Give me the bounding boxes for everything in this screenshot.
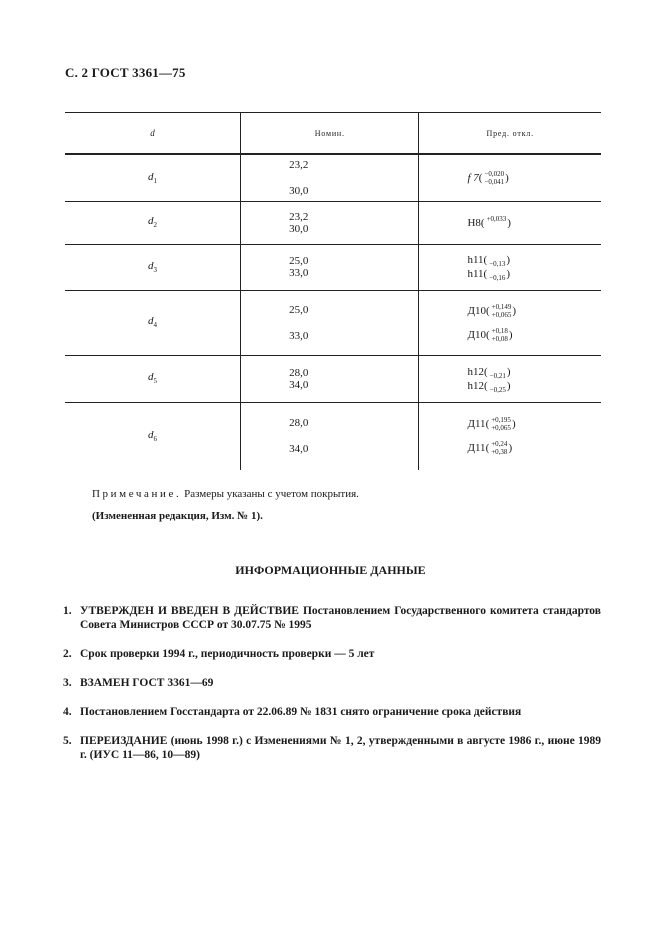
nominal-value: 33,0 xyxy=(289,267,309,279)
row-symbol xyxy=(65,355,241,402)
header-nominal: Номин. xyxy=(241,113,419,155)
item-text: Срок проверки 1994 г., периодичность проверки — 5 лет xyxy=(80,648,375,660)
row-tolerance xyxy=(419,201,601,244)
header-symbol: d xyxy=(65,113,241,155)
list-item xyxy=(63,647,601,661)
tolerance-upper xyxy=(489,266,505,274)
tolerance-entry: h11 ( −0,13 ) xyxy=(467,254,511,268)
row-tolerance xyxy=(419,355,601,402)
note-prefix: Примечание. xyxy=(92,488,182,500)
symbol-subscript: 2 xyxy=(153,221,158,230)
table-row xyxy=(65,402,601,470)
list-item xyxy=(63,604,601,632)
tolerance-class: H8 xyxy=(467,216,481,229)
table-header-row xyxy=(65,113,601,155)
tolerance-entry: h11 ( −0,16 ) xyxy=(467,268,511,282)
table-row xyxy=(65,201,601,244)
symbol-subscript: 1 xyxy=(153,176,158,185)
nominal-value: 23,2 xyxy=(289,158,309,171)
symbol-subscript: 6 xyxy=(153,435,158,444)
tolerance-class: h12 xyxy=(467,379,484,392)
row-nominal xyxy=(241,154,419,201)
row-tolerance xyxy=(419,244,601,290)
nominal-value: 25,0 xyxy=(289,255,309,267)
row-tolerance xyxy=(419,402,601,470)
table-row xyxy=(65,244,601,290)
list-item xyxy=(63,705,601,719)
item-number: 2. xyxy=(63,648,72,660)
tolerance-entry: h12 ( −0,25 ) xyxy=(467,379,511,394)
row-nominal xyxy=(241,355,419,402)
table-body xyxy=(65,154,601,470)
table-row xyxy=(65,154,601,201)
symbol-subscript: 3 xyxy=(153,266,158,275)
nominal-value: 34,0 xyxy=(289,443,309,456)
tolerance-lower: −0,13 xyxy=(489,260,506,268)
tolerance-lower: −0,16 xyxy=(489,274,506,282)
item-number: 1. xyxy=(63,605,72,617)
nominal-value: 23,2 xyxy=(289,210,309,223)
row-symbol xyxy=(65,402,241,470)
tolerance-lower: −0,21 xyxy=(489,371,506,380)
symbol-letter: d xyxy=(148,429,154,442)
tolerance-lower xyxy=(487,223,507,231)
nominal-value: 34,0 xyxy=(289,378,309,391)
tolerance-upper: +0,149 xyxy=(491,302,512,311)
tolerance-upper xyxy=(489,252,505,260)
tolerance-upper: +0,033 xyxy=(486,214,507,223)
row-symbol xyxy=(65,154,241,201)
row-symbol xyxy=(65,201,241,244)
tolerance-upper: +0,195 xyxy=(491,416,511,425)
item-text: ВЗАМЕН ГОСТ 3361—69 xyxy=(80,677,214,689)
tolerance-entry: h12 ( −0,21 ) xyxy=(467,365,511,380)
tolerance-class: Д10 xyxy=(467,328,486,341)
row-symbol xyxy=(65,290,241,355)
list-item xyxy=(63,734,601,762)
nominal-value: 28,0 xyxy=(289,366,309,379)
symbol-letter: d xyxy=(148,259,154,272)
symbol-letter: d xyxy=(148,170,154,183)
symbol-letter: d xyxy=(148,315,154,328)
dimensions-table xyxy=(65,112,601,470)
row-symbol xyxy=(65,244,241,290)
page-header: С. 2 ГОСТ 3361—75 xyxy=(65,65,186,80)
tolerance-class: f 7 xyxy=(467,171,479,184)
table-row xyxy=(65,355,601,402)
tolerance-class: Д11 xyxy=(467,442,486,455)
row-nominal xyxy=(241,201,419,244)
item-number: 3. xyxy=(63,677,72,689)
tolerance-upper: +0,18 xyxy=(491,326,508,335)
nominal-value: 30,0 xyxy=(289,222,309,235)
tolerance-lower: −0,041 xyxy=(484,177,505,186)
row-tolerance xyxy=(419,290,601,355)
row-nominal xyxy=(241,244,419,290)
tolerance-upper: +0,24 xyxy=(491,440,508,449)
tolerance-entry: Д10 ( +0,149 +0,065 ) xyxy=(467,302,517,319)
nominal-value: 30,0 xyxy=(289,184,309,197)
item-number: 5. xyxy=(63,735,72,747)
symbol-letter: d xyxy=(148,215,154,228)
tolerance-class: Д10 xyxy=(467,304,486,317)
row-nominal xyxy=(241,402,419,470)
tolerance-upper xyxy=(490,364,506,372)
tolerance-entry: Д11 ( +0,195 +0,065 ) xyxy=(467,416,516,433)
tolerance-entry: Д10 ( +0,18 +0,08 ) xyxy=(467,326,513,343)
tolerance-class: h12 xyxy=(467,365,484,378)
note-text: Размеры указаны с учетом покрытия. xyxy=(184,488,359,500)
tolerance-upper xyxy=(490,378,506,386)
nominal-value: 25,0 xyxy=(289,303,309,316)
tolerance-entry: H8 ( +0,033 ) xyxy=(467,214,511,229)
table-row xyxy=(65,290,601,355)
tolerance-entry: Д11 ( +0,24 +0,38 ) xyxy=(467,440,513,457)
edit-note: (Измененная редакция, Изм. № 1). xyxy=(92,510,263,522)
table-note xyxy=(92,488,359,500)
tolerance-entry: f 7 ( −0,020 −0,041 ) xyxy=(467,169,509,186)
symbol-letter: d xyxy=(148,371,154,384)
tolerance-lower: +0,065 xyxy=(491,310,512,319)
tolerance-lower: +0,08 xyxy=(491,334,508,343)
item-text: ПЕРЕИЗДАНИЕ (июнь 1998 г.) с Изменениями № 1, 2, утвержденными в августе 1986 г., июне 1989 г. (ИУС 11—86, 10—89) xyxy=(80,735,601,761)
nominal-value: 28,0 xyxy=(289,417,309,430)
info-title: ИНФОРМАЦИОННЫЕ ДАННЫЕ xyxy=(235,563,426,577)
tolerance-lower: −0,25 xyxy=(489,385,506,394)
row-tolerance xyxy=(419,154,601,201)
symbol-subscript: 5 xyxy=(153,377,158,386)
tolerance-lower: +0,065 xyxy=(491,424,511,433)
item-text: Постановлением Госстандарта от 22.06.89 № 1831 снято ограничение срока действия xyxy=(80,706,522,718)
item-number: 4. xyxy=(63,706,72,718)
item-text: УТВЕРЖДЕН И ВВЕДЕН В ДЕЙСТВИЕ Постановлением Государственного комитета стандартов Совета Министров СССР от 30.07.75 № 1995 xyxy=(80,605,601,631)
tolerance-lower: +0,38 xyxy=(491,448,508,457)
tolerance-class: h11 xyxy=(467,254,484,266)
nominal-value: 33,0 xyxy=(289,329,309,342)
header-tolerance: Пред. откл. xyxy=(419,113,601,155)
tolerance-class: h11 xyxy=(467,268,484,280)
symbol-subscript: 4 xyxy=(153,321,158,330)
tolerance-upper: −0,020 xyxy=(484,169,505,178)
info-list xyxy=(63,604,601,777)
list-item xyxy=(63,676,601,690)
tolerance-class: Д11 xyxy=(467,418,486,431)
row-nominal xyxy=(241,290,419,355)
